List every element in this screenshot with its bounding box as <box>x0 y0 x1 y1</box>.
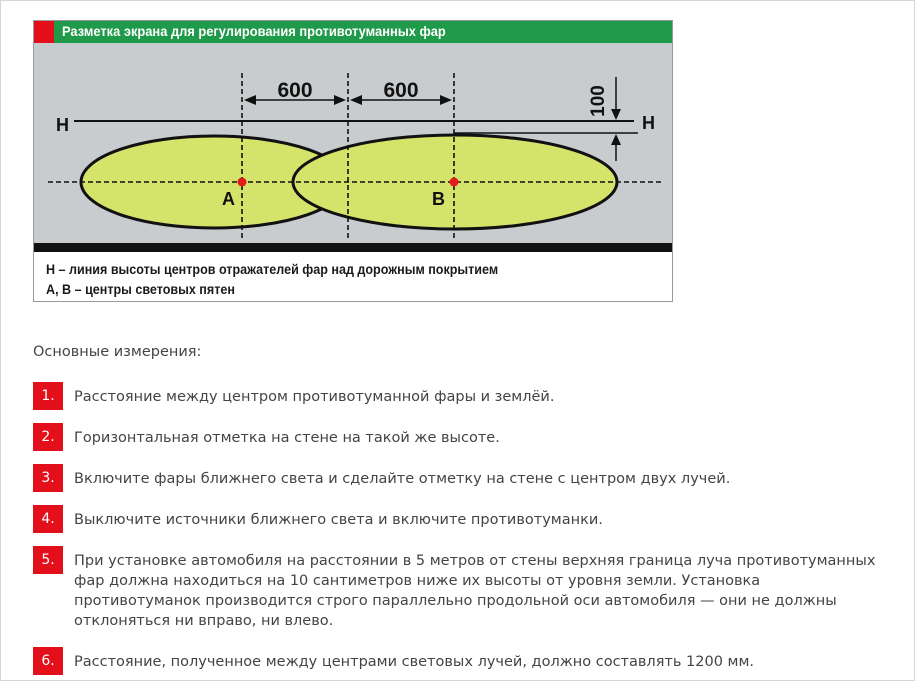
step-number-badge: 3. <box>33 464 63 492</box>
h-label-right: Н <box>642 113 655 133</box>
diagram-drawing <box>34 21 673 302</box>
title-accent <box>34 21 54 43</box>
arrowhead <box>334 95 346 105</box>
step-text: Расстояние между центром противотуманной фары и землёй. <box>74 389 555 405</box>
step-text: Расстояние, полученное между центрами световых лучей, должно составлять 1200 мм. <box>74 654 755 670</box>
legend-h: Н – линия высоты центров отражателей фар над дорожным покрытием <box>46 262 499 277</box>
step-number-badge: 2. <box>33 423 63 451</box>
point-label-b: В <box>432 189 445 209</box>
center-point-b <box>450 178 459 187</box>
legend-ab: А, В – центры световых пятен <box>46 282 235 297</box>
arrowhead <box>350 95 362 105</box>
dimension-label-left: 600 <box>277 79 313 102</box>
arrowhead <box>611 134 621 145</box>
step-text: Горизонтальная отметка на стене на такой же высоте. <box>74 430 500 446</box>
arrowhead <box>244 95 256 105</box>
center-point-a <box>238 178 247 187</box>
step-number-badge: 4. <box>33 505 63 533</box>
step-number-badge: 5. <box>33 546 63 574</box>
point-label-a: А <box>222 189 235 209</box>
intro-text: Основные измерения: <box>33 344 202 360</box>
headlight-diagram <box>33 20 673 302</box>
step-number-badge: 6. <box>33 647 63 675</box>
arrowhead <box>440 95 452 105</box>
h-label-left: Н <box>56 115 69 135</box>
step-text: Выключите источники ближнего света и включите противотуманки. <box>74 512 603 528</box>
ground-strip <box>34 243 673 252</box>
dimension-label-right: 600 <box>383 79 419 102</box>
diagram-title: Разметка экрана для регулирования противотуманных фар <box>62 23 446 39</box>
dimension-label-vertical: 100 <box>588 85 609 117</box>
step-number-badge: 1. <box>33 382 63 410</box>
step-text: Включите фары ближнего света и сделайте отметку на стене с центром двух лучей. <box>74 471 731 487</box>
arrowhead <box>611 109 621 120</box>
step-text: При установке автомобиля на расстоянии в 5 метров от стены верхняя граница луча противотуманных фар должна находиться на 10 сантиметров ниже их высоты от уровня земли. Установка противотуманок производится строго параллельно продольной оси автомобиля — они не должны отклоняться ни вправо, ни влево. <box>74 553 876 629</box>
